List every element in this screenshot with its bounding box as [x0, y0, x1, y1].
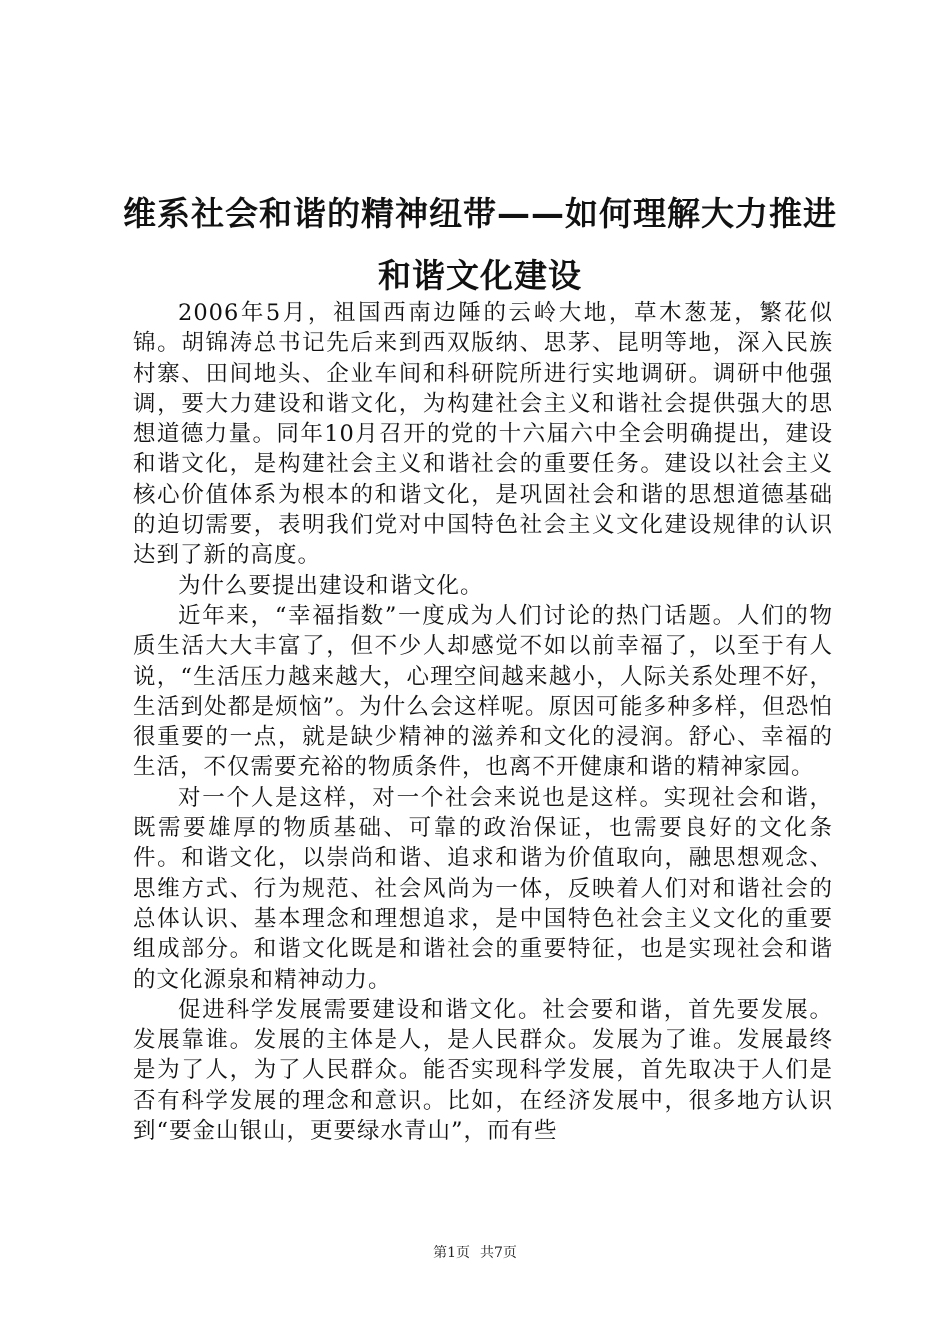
paragraph: 对一个人是这样，对一个社会来说也是这样。实现社会和谐，既需要雄厚的物质基础、可靠的政治保证，也需要良好的文化条件。和谐文化，以崇尚和谐、追求和谐为价值取向，融思想观念、思维方式、行为规范、社会风尚为一体，反映着人们对和谐社会的总体认识、基本理念和理想追求，是中国特色社会主义文化的重要组成部分。和谐文化既是和谐社会的重要特征，也是实现社会和谐的文化源泉和精神动力。 [133, 784, 833, 993]
page-total: 共7页 [480, 1245, 517, 1261]
paragraph: 2006年5月，祖国西南边陲的云岭大地，草木葱茏，繁花似锦。胡锦涛总书记先后来到西双版纳、思茅、昆明等地，深入民族村寨、田间地头、企业车间和科研院所进行实地调研。调研中他强调，要大力建设和谐文化，为构建社会主义和谐社会提供强大的思想道德力量。同年10月召开的党的十六届六中全会明确提出，建设和谐文化，是构建社会主义和谐社会的重要任务。建设以社会主义核心价值体系为根本的和谐文化，是巩固社会和谐的思想道德基础的迫切需要，表明我们党对中国特色社会主义文化建设规律的认识达到了新的高度。 [133, 300, 833, 569]
paragraph: 促进科学发展需要建设和谐文化。社会要和谐，首先要发展。发展靠谁。发展的主体是人，是人民群众。发展为了谁。发展最终是为了人，为了人民群众。能否实现科学发展，首先取决于人们是否有科学发展的理念和意识。比如，在经济发展中，很多地方认识到“要金山银山，更要绿水青山”，而有些 [133, 996, 833, 1145]
paragraph: 近年来，“幸福指数”一度成为人们讨论的热门话题。人们的物质生活大大丰富了，但不少人却感觉不如以前幸福了，以至于有人说，“生活压力越来越大，心理空间越来越小，人际关系处理不好，生活到处都是烦恼”。为什么会这样呢。原因可能多种多样，但恐怕很重要的一点，就是缺少精神的滋养和文化的浸润。舒心、幸福的生活，不仅需要充裕的物质条件，也离不开健康和谐的精神家园。 [133, 602, 833, 781]
page-footer [0, 1244, 950, 1262]
paragraph: 为什么要提出建设和谐文化。 [178, 572, 484, 599]
page-number: 第1页 [433, 1245, 470, 1261]
document-title: 维系社会和谐的精神纽带——如何理解大力推进和谐文化建设 [123, 194, 837, 295]
document-body [133, 298, 833, 1146]
